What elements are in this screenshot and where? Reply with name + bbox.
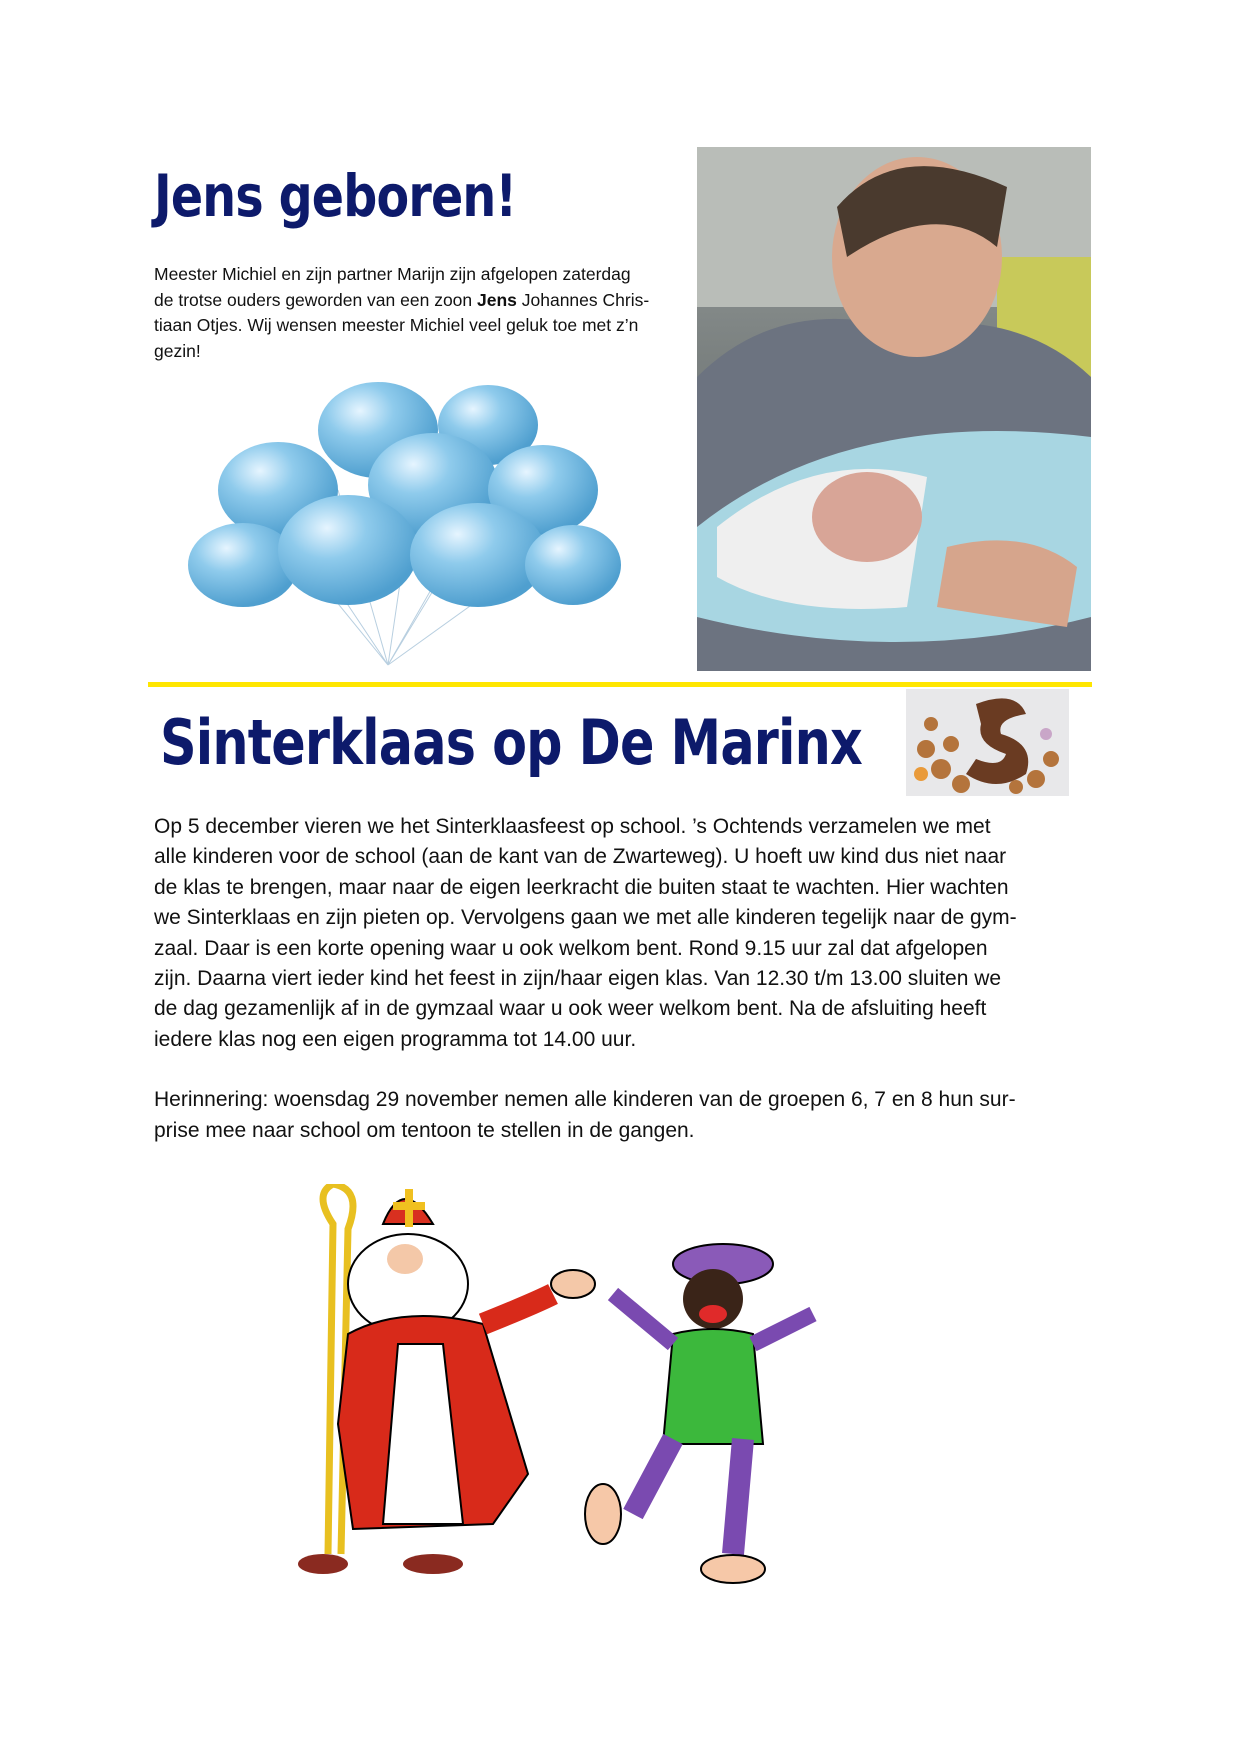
text-line: Herinnering: woensdag 29 november nemen alle kinderen van de groepen 6, 7 en 8 hun sur- [154, 1088, 1016, 1112]
text: gezin! [154, 340, 201, 361]
section-divider [148, 682, 1092, 687]
text-line: de dag gezamenlijk af in de gymzaal waar u ook weer welkom bent. Na de afsluiting heeft [154, 997, 987, 1021]
pepernoten-chocolate-letter-image [906, 689, 1069, 796]
text-line: we Sinterklaas en zijn pieten op. Vervolgens gaan we met alle kinderen tegelijk naar de gym- [154, 906, 1017, 930]
piet-figure [585, 1244, 813, 1583]
sinterklaas-and-piet-clipart [293, 1184, 927, 1586]
text-line [154, 313, 694, 339]
text-line [154, 288, 694, 314]
balloons-image [188, 380, 624, 670]
text-line: zijn. Daarna viert ieder kind het feest in zijn/haar eigen klas. Van 12.30 t/m 13.00 sluiten we [154, 967, 1002, 991]
text-line [154, 262, 694, 288]
text-line: alle kinderen voor de school (aan de kant van de Zwarteweg). U hoeft uw kind dus niet naar [154, 845, 1007, 869]
text-line [154, 339, 694, 365]
text: Johannes Chris- [516, 289, 650, 310]
text: tiaan Otjes. Wij wensen meester Michiel veel geluk toe met z’n [154, 315, 639, 336]
text-line: prise mee naar school om tentoon te stellen in de gangen. [154, 1118, 695, 1142]
article-title-jens: Jens geboren! [154, 162, 517, 230]
photo-illustration [697, 147, 1091, 671]
article-body-sinterklaas [154, 812, 1094, 1146]
bold-name: Jens [477, 289, 517, 310]
sinterklaas-figure [298, 1184, 595, 1574]
text: de trotse ouders geworden van een zoon [154, 289, 477, 310]
text-line: zaal. Daar is een korte opening waar u ook welkom bent. Rond 9.15 uur zal dat afgelopen [154, 936, 988, 960]
text-line: Op 5 december vieren we het Sinterklaasfeest op school. ’s Ochtends verzamelen we met [154, 815, 991, 838]
text-line: iedere klas nog een eigen programma tot 14.00 uur. [154, 1027, 637, 1051]
text-line: de klas te brengen, maar naar de eigen leerkracht die buiten staat te wachten. Hier wachten [154, 875, 1009, 899]
text: Meester Michiel en zijn partner Marijn zijn afgelopen zaterdag [154, 264, 631, 284]
article-title-sinterklaas: Sinterklaas op De Marinx [160, 706, 863, 779]
father-with-baby-photo [697, 147, 1091, 671]
article-body-jens [154, 262, 694, 364]
blank-line [154, 1055, 1094, 1085]
